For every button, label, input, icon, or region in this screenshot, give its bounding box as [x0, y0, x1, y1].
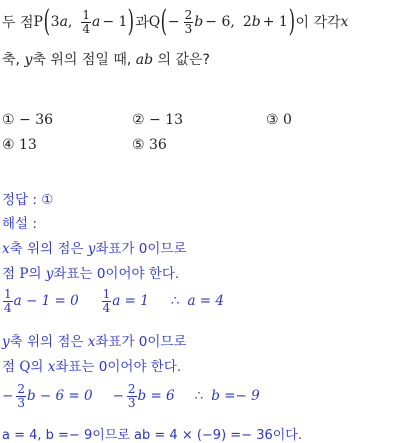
exp-l3-text-b: 좌표가 0이므로 — [95, 334, 187, 350]
q-fraction-numerator: 2 — [184, 7, 193, 22]
choice-3-number: ③ — [266, 112, 279, 128]
eq1b-rest: a = 1 — [112, 293, 149, 309]
equation-2 — [2, 380, 260, 412]
exp-l2-text-c: 좌표는 0이어야 한다. — [53, 266, 180, 282]
point-p-label: P — [33, 14, 43, 30]
x-axis-var: x — [340, 14, 349, 30]
explanation-line-4 — [2, 355, 181, 375]
exp-l2-text-a: 점 — [2, 266, 20, 282]
eq1-rest: a − 1 = 0 — [13, 293, 79, 309]
exp-l2-point: P — [19, 266, 29, 282]
exp-l2-var: y — [45, 266, 54, 282]
choice-4-number: ④ — [2, 137, 15, 153]
final-conclusion: a = 4, b =− 9이므로 ab = 4 × (−9) =− 36이다. — [2, 428, 302, 443]
q-first-var: b — [194, 14, 204, 30]
right-paren-p: ) — [128, 4, 135, 39]
eq1b-numerator: 1 — [102, 286, 111, 301]
eq2b-neg: − — [112, 388, 124, 404]
choice-2-text: − 13 — [149, 112, 184, 128]
left-paren-p: ( — [43, 4, 51, 39]
left-paren-q: ( — [160, 4, 168, 39]
eq2-numerator: 2 — [17, 381, 25, 396]
q-second-var: b — [251, 14, 261, 30]
q-fraction-denominator: 3 — [184, 21, 193, 36]
exp-l1-var: x — [2, 241, 10, 257]
eq2b-numerator: 2 — [127, 381, 136, 396]
exp-l4-text-b: 의 — [30, 359, 48, 375]
exp-l3-var: y — [2, 334, 10, 350]
choice-1-text: − 36 — [19, 112, 54, 128]
right-paren-q: ) — [288, 4, 295, 39]
choice-5[interactable] — [132, 137, 167, 153]
exp-l4-text-c: 좌표는 0이어야 한다. — [55, 359, 182, 375]
explanation-line-3 — [2, 330, 187, 350]
exp-l4-text-a: 점 — [2, 359, 20, 375]
q-second-coef: 2 — [242, 14, 252, 30]
exp-l1-text-a: 축 위의 점은 — [9, 241, 88, 257]
p-fraction — [81, 9, 91, 36]
question-text-1: 두 점 — [2, 15, 34, 31]
q-neg: − — [167, 14, 180, 30]
q-fraction — [184, 9, 194, 36]
p-comma: , — [67, 14, 73, 30]
equation-1 — [2, 286, 224, 316]
p-first-var: a — [59, 14, 68, 30]
p-fraction-denominator: 4 — [82, 21, 91, 36]
exp-l1-text-b: 좌표가 0이므로 — [95, 241, 187, 257]
eq2b-rest: b = 6 — [137, 388, 175, 404]
question-text-2: 과 — [135, 15, 149, 31]
eq1-denominator: 4 — [4, 300, 12, 315]
choice-5-text: 36 — [149, 137, 167, 153]
ab-var: ab — [135, 52, 154, 68]
p-fraction-numerator: 1 — [82, 7, 91, 22]
eq2-result: b =− 9 — [211, 388, 260, 404]
p-first-coef: 3 — [50, 14, 60, 30]
exp-l3-text-a: 축 위의 점은 — [9, 334, 88, 350]
eq2b-denominator: 3 — [127, 395, 136, 410]
p-second-var: a — [92, 14, 101, 30]
choice-4-text: 13 — [19, 137, 37, 153]
exp-l4-point: Q — [19, 359, 31, 375]
answer-value: ① — [41, 192, 54, 208]
choice-1-number: ① — [2, 112, 15, 128]
eq2b-fraction — [127, 383, 137, 410]
choice-1[interactable] — [2, 112, 53, 128]
question-line-1 — [2, 6, 348, 38]
question-text-6: 의 값은? — [153, 52, 210, 68]
exp-l3-var2: x — [87, 334, 96, 350]
question-text-4: 축, — [2, 52, 25, 68]
explanation-line-1 — [2, 237, 187, 257]
explanation-label: 해설 : — [2, 216, 37, 232]
answer-line — [2, 188, 53, 208]
eq2-neg: − — [2, 388, 14, 404]
question-text-5: 축 위의 점일 때, — [32, 52, 136, 68]
question-text-3: 이 각각 — [295, 15, 341, 31]
y-axis-var: y — [24, 52, 33, 68]
p-second-rest: − 1 — [102, 14, 128, 30]
choice-2-number: ② — [132, 112, 145, 128]
eq2-rest: b − 6 = 0 — [26, 388, 93, 404]
question-line-2 — [2, 49, 210, 69]
explanation-line-2 — [2, 262, 179, 282]
eq1-therefore: ∴ — [170, 293, 180, 309]
q-second-rest: + 1 — [262, 14, 288, 30]
eq1-numerator: 1 — [4, 286, 12, 301]
choice-3-text: 0 — [283, 112, 292, 128]
eq1-result: a = 4 — [187, 293, 224, 309]
exp-l1-var2: y — [87, 241, 96, 257]
q-first-rest: − 6, — [205, 14, 235, 30]
eq2-fraction — [16, 383, 26, 410]
point-q-label: Q — [148, 14, 161, 30]
exp-l4-var: x — [47, 359, 56, 375]
eq1b-fraction — [102, 288, 112, 315]
answer-label: 정답 : — [2, 192, 42, 208]
choice-2[interactable] — [132, 112, 183, 128]
eq2-denominator: 3 — [17, 395, 25, 410]
eq1-fraction — [3, 288, 13, 315]
eq1b-denominator: 4 — [102, 300, 111, 315]
choice-5-number: ⑤ — [132, 137, 145, 153]
choice-3[interactable] — [266, 112, 292, 128]
eq2-therefore: ∴ — [194, 388, 204, 404]
choice-4[interactable] — [2, 137, 37, 153]
exp-l2-text-b: 의 — [28, 266, 46, 282]
